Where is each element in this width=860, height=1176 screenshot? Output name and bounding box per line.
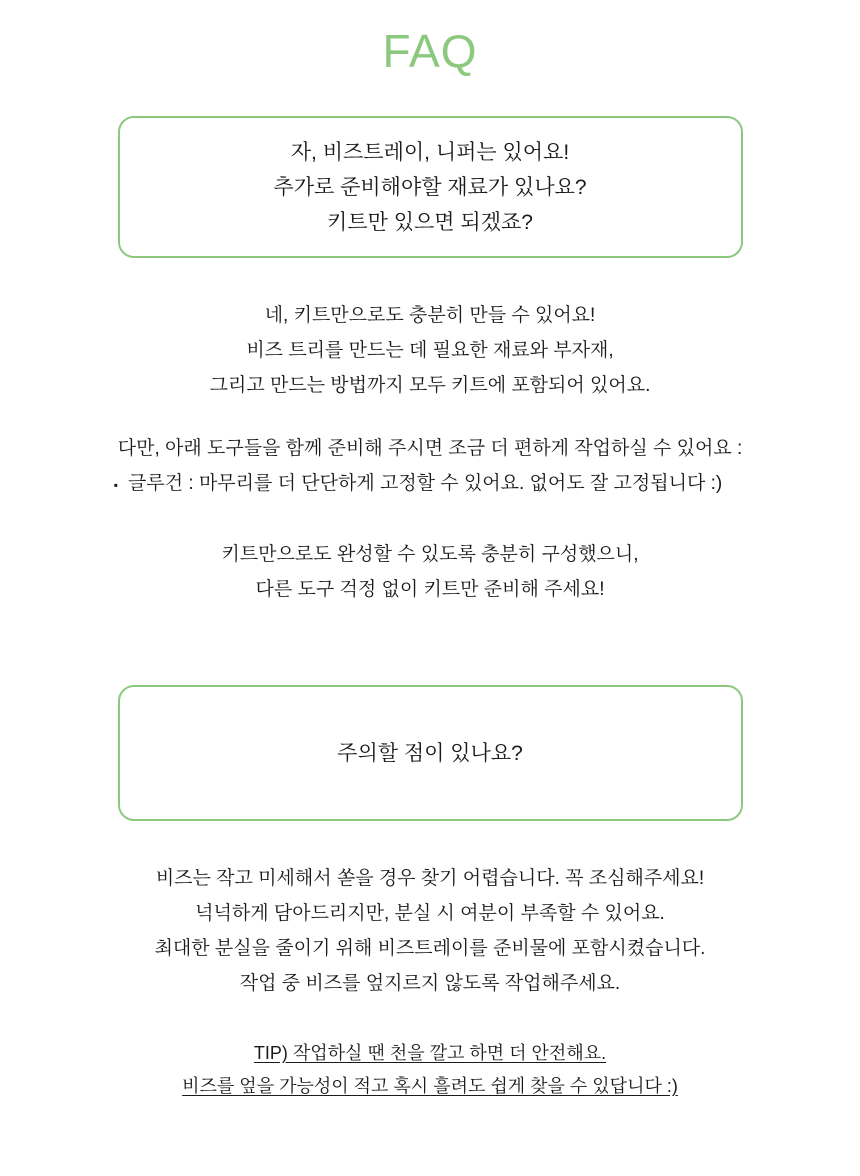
tip-line: 비즈를 엎을 가능성이 적고 혹시 흘려도 쉽게 찾을 수 있답니다 :) xyxy=(182,1076,678,1096)
answer-bullet-text: 글루건 : 마무리를 더 단단하게 고정할 수 있어요. 없어도 잘 고정됩니다 :) xyxy=(128,473,723,494)
answer-line: 비즈는 작고 미세해서 쏟을 경우 찾기 어렵습니다. 꼭 조심해주세요! xyxy=(155,868,705,889)
question-line: 키트만 있으면 되겠죠? xyxy=(327,210,533,234)
question-box-1 xyxy=(118,116,743,258)
answer-line: 그리고 만드는 방법까지 모두 키트에 포함되어 있어요. xyxy=(209,375,651,396)
answer-note-line: 다만, 아래 도구들을 함께 준비해 주시면 조금 더 편하게 작업하실 수 있어요 : xyxy=(117,438,743,459)
answer-block-1 xyxy=(0,298,860,607)
answer-line: 넉넉하게 담아드리지만, 분실 시 여분이 부족할 수 있어요. xyxy=(195,903,665,924)
bullet-icon: ▪ xyxy=(113,478,119,492)
answer-line: 작업 중 비즈를 엎지르지 않도록 작업해주세요. xyxy=(239,973,621,994)
tip-line: TIP) 작업하실 땐 천을 깔고 하면 더 안전해요. xyxy=(253,1043,607,1063)
tip-block xyxy=(0,1037,860,1103)
answer-block-2 xyxy=(0,861,860,1103)
answer-line: 비즈 트리를 만드는 데 필요한 재료와 부자재, xyxy=(246,340,614,361)
question-box-2 xyxy=(118,685,743,821)
spacer xyxy=(0,403,860,431)
answer-closing-line: 키트만으로도 완성할 수 있도록 충분히 구성했으니, xyxy=(221,544,639,565)
answer-closing-line: 다른 도구 걱정 없이 키트만 준비해 주세요! xyxy=(255,579,605,600)
answer-line: 네, 키트만으로도 충분히 만들 수 있어요! xyxy=(264,305,596,326)
question-line: 자, 비즈트레이, 니퍼는 있어요! xyxy=(290,140,570,164)
page-title: FAQ xyxy=(382,25,478,77)
spacer xyxy=(0,503,860,537)
answer-line: 최대한 분실을 줄이기 위해 비즈트레이를 준비물에 포함시켰습니다. xyxy=(154,938,706,959)
answer-bullet-item xyxy=(0,466,860,503)
question-line: 추가로 준비해야할 재료가 있나요? xyxy=(273,175,587,199)
question-line: 주의할 점이 있나요? xyxy=(337,741,523,765)
